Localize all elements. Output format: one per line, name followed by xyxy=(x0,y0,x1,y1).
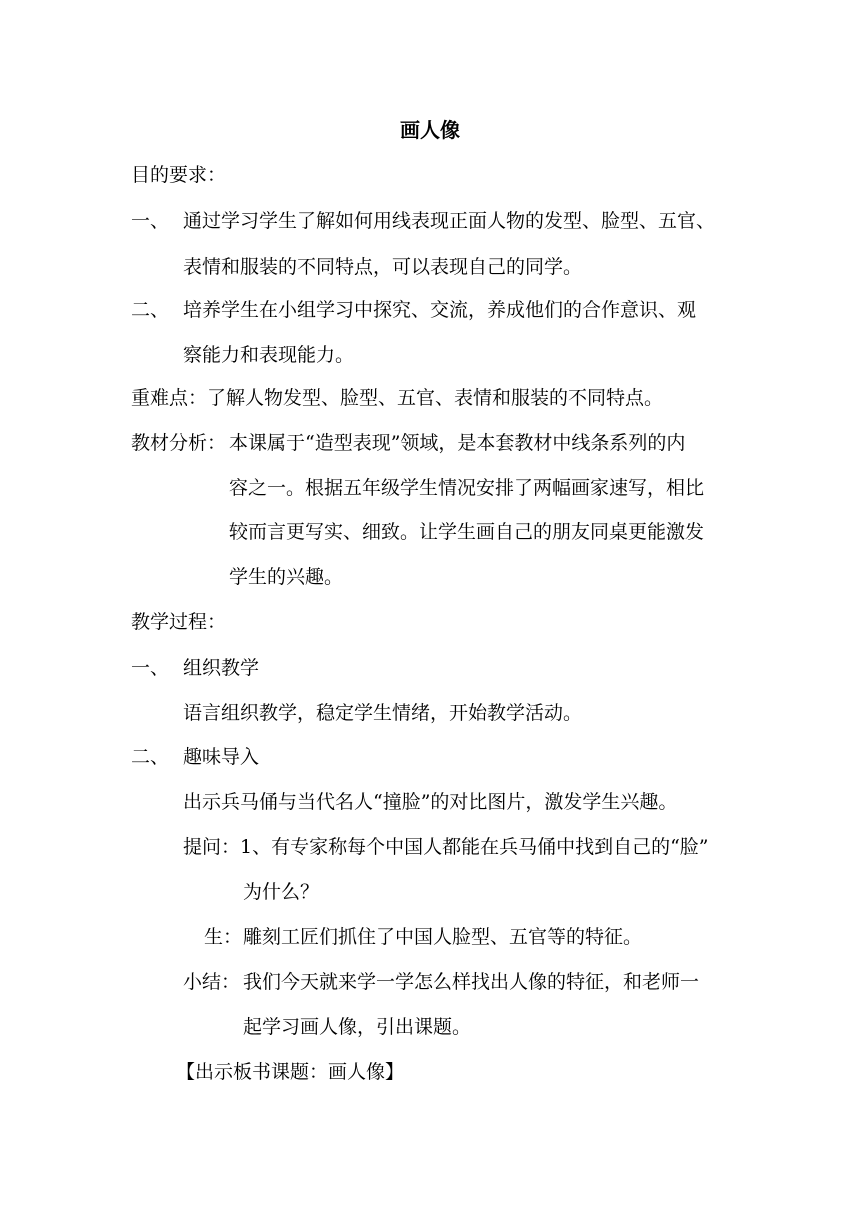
step-2-title: 趣味导入 xyxy=(183,746,260,768)
process-heading: 教学过程： xyxy=(131,611,227,633)
summary-line-2: 起学习画人像，引出课题。 xyxy=(243,1016,472,1038)
analysis-label: 教材分析： xyxy=(131,432,227,454)
summary-line-1: 我们今天就来学一学怎么样找出人像的特征，和老师一 xyxy=(243,971,700,993)
document-title: 画人像 xyxy=(400,118,460,142)
student-answer: 雕刻工匠们抓住了中国人脸型、五官等的特征。 xyxy=(243,926,643,948)
analysis-line-4: 学生的兴趣。 xyxy=(229,566,344,588)
analysis-line-1: 本课属于“造型表现”领域，是本套教材中线条系列的内 xyxy=(229,432,686,454)
summary-label: 小结： xyxy=(183,971,241,993)
objectives-heading: 目的要求： xyxy=(131,164,227,186)
analysis-line-2: 容之一。根据五年级学生情况安排了两幅画家速写，相比 xyxy=(229,477,705,499)
step-2-text: 出示兵马俑与当代名人“撞脸”的对比图片，激发学生兴趣。 xyxy=(183,791,678,813)
question-line-2: 为什么？ xyxy=(243,881,320,903)
question-label: 提问： xyxy=(183,836,241,858)
objective-2-number: 二、 xyxy=(131,299,170,321)
board-title: 【出示板书课题：画人像】 xyxy=(176,1061,405,1083)
analysis-line-3: 较而言更写实、细致。让学生画自己的朋友同桌更能激发 xyxy=(229,521,705,543)
student-label: 生： xyxy=(204,926,243,948)
objective-2-line-1: 培养学生在小组学习中探究、交流，养成他们的合作意识、观 xyxy=(183,299,697,321)
objective-1-line-1: 通过学习学生了解如何用线表现正面人物的发型、脸型、五官、 xyxy=(183,210,716,232)
objective-1-line-2: 表情和服装的不同特点，可以表现自己的同学。 xyxy=(183,256,583,278)
step-1-text: 语言组织教学，稳定学生情绪，开始教学活动。 xyxy=(183,702,583,724)
question-line-1: 1、有专家称每个中国人都能在兵马俑中找到自己的“脸” xyxy=(240,836,709,858)
objective-1-number: 一、 xyxy=(131,210,170,232)
step-1-number: 一、 xyxy=(131,657,170,679)
step-1-title: 组织教学 xyxy=(183,657,260,679)
objective-2-line-2: 察能力和表现能力。 xyxy=(183,344,355,366)
key-points: 重难点：了解人物发型、脸型、五官、表情和服装的不同特点。 xyxy=(131,387,664,409)
step-2-number: 二、 xyxy=(131,746,170,768)
